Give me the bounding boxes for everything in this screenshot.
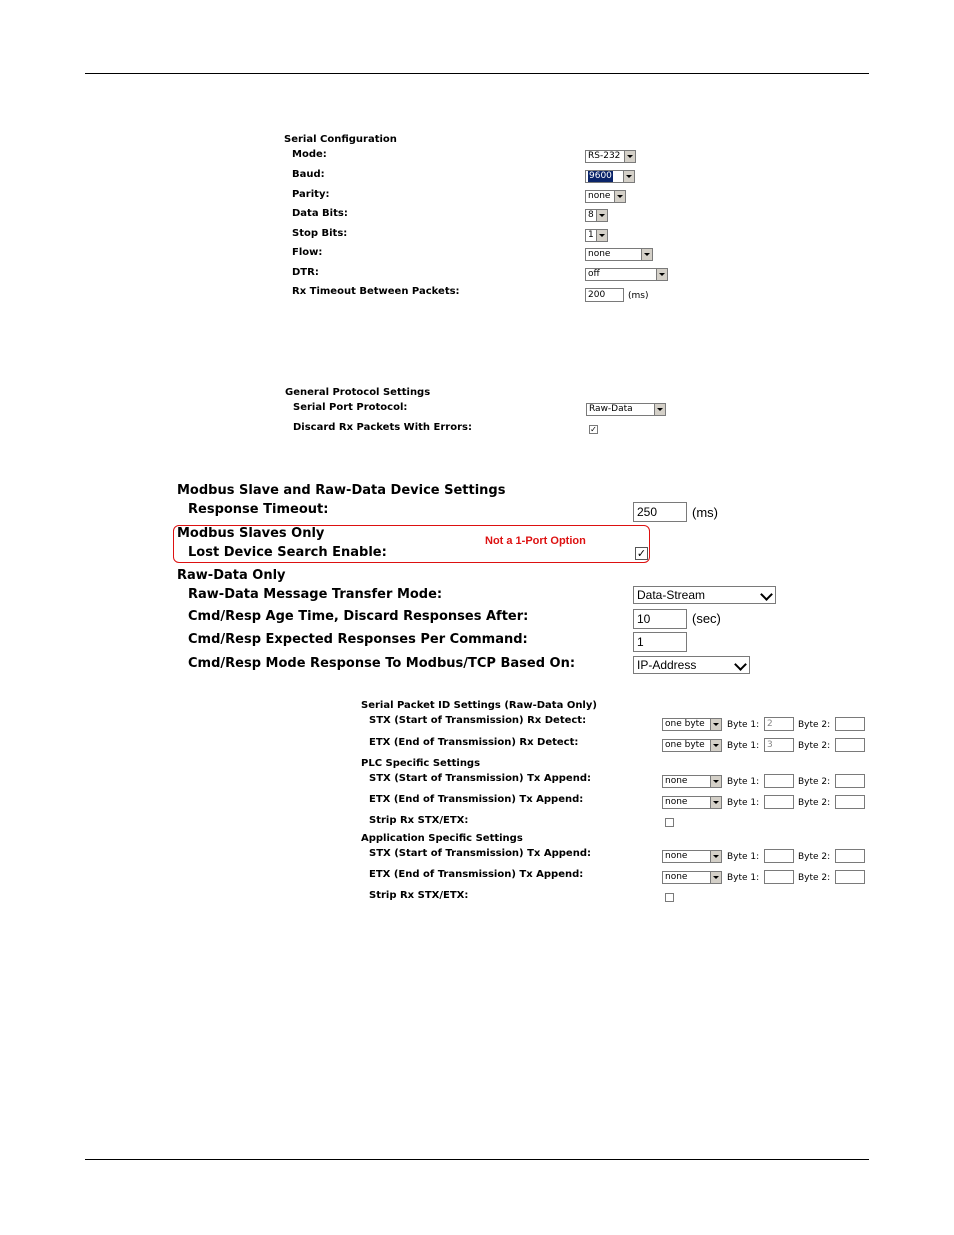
chevron-down-icon: [623, 171, 634, 182]
databits-select[interactable]: 8: [585, 209, 608, 222]
parity-select[interactable]: none: [585, 190, 626, 203]
etx-rx-byte1-label: Byte 1:: [727, 741, 760, 751]
app-etx-label: ETX (End of Transmission) Tx Append:: [369, 869, 584, 880]
plc-etx-byte1-label: Byte 1:: [727, 798, 760, 808]
device-settings-title: Modbus Slave and Raw-Data Device Settings: [177, 483, 506, 498]
app-etx-byte2-label: Byte 2:: [798, 873, 831, 883]
app-stx-byte2-input[interactable]: [835, 849, 865, 863]
plc-etx-byte1-input[interactable]: [764, 795, 794, 809]
transfer-mode-select[interactable]: Data-Stream: [633, 586, 776, 604]
plc-stx-byte2-label: Byte 2:: [798, 777, 831, 787]
etx-rx-byte2-label: Byte 2:: [798, 741, 831, 751]
chevron-down-icon: [710, 740, 721, 751]
top-rule: [85, 73, 869, 74]
packet-id-title: Serial Packet ID Settings (Raw-Data Only): [361, 700, 597, 711]
etx-rx-label: ETX (End of Transmission) Rx Detect:: [369, 737, 579, 748]
bottom-rule: [85, 1159, 869, 1160]
rx-timeout-label: Rx Timeout Between Packets:: [292, 286, 460, 297]
lost-device-search-checkbox[interactable]: ✓: [636, 547, 647, 560]
chevron-down-icon: [641, 249, 652, 260]
age-time-label: Cmd/Resp Age Time, Discard Responses After:: [188, 609, 529, 624]
stx-rx-byte2-label: Byte 2:: [798, 720, 831, 730]
app-stx-select[interactable]: none: [662, 850, 722, 863]
stx-rx-byte2-input[interactable]: [835, 717, 865, 731]
flow-label: Flow:: [292, 247, 323, 258]
age-time-input[interactable]: 10: [633, 609, 687, 629]
plc-strip-label: Strip Rx STX/ETX:: [369, 815, 469, 826]
stx-rx-label: STX (Start of Transmission) Rx Detect:: [369, 715, 587, 726]
mode-label: Mode:: [292, 149, 327, 160]
discard-rx-checkbox[interactable]: ✓: [590, 425, 597, 434]
stx-rx-byte1-label: Byte 1:: [727, 720, 760, 730]
expected-responses-label: Cmd/Resp Expected Responses Per Command:: [188, 632, 528, 647]
not-1-port-note: Not a 1-Port Option: [485, 535, 586, 547]
dtr-select[interactable]: off: [585, 268, 668, 281]
plc-etx-select[interactable]: none: [662, 796, 722, 809]
etx-rx-byte2-input[interactable]: [835, 738, 865, 752]
chevron-down-icon: [656, 269, 667, 280]
chevron-down-icon: [624, 151, 635, 162]
age-time-unit: (sec): [692, 611, 721, 626]
app-strip-checkbox[interactable]: [665, 893, 674, 902]
app-etx-select[interactable]: none: [662, 871, 722, 884]
etx-rx-byte1-input[interactable]: 3: [764, 738, 794, 752]
app-etx-byte2-input[interactable]: [835, 870, 865, 884]
etx-rx-select[interactable]: one byte: [662, 739, 722, 752]
chevron-down-icon: [760, 588, 773, 601]
baud-select[interactable]: 9600: [585, 170, 635, 183]
app-stx-byte2-label: Byte 2:: [798, 852, 831, 862]
mode-select[interactable]: RS-232: [585, 150, 636, 163]
chevron-down-icon: [614, 191, 625, 202]
plc-stx-byte2-input[interactable]: [835, 774, 865, 788]
response-timeout-unit: (ms): [692, 505, 718, 520]
chevron-down-icon: [710, 851, 721, 862]
response-timeout-input[interactable]: 250: [633, 502, 687, 522]
app-stx-byte1-input[interactable]: [764, 849, 794, 863]
discard-rx-label: Discard Rx Packets With Errors:: [293, 422, 472, 433]
raw-data-title: Raw-Data Only: [177, 568, 286, 583]
plc-stx-byte1-input[interactable]: [764, 774, 794, 788]
serial-protocol-label: Serial Port Protocol:: [293, 402, 408, 413]
plc-etx-label: ETX (End of Transmission) Tx Append:: [369, 794, 584, 805]
serial-protocol-select[interactable]: Raw-Data: [586, 403, 666, 416]
dtr-label: DTR:: [292, 267, 319, 278]
flow-select[interactable]: none: [585, 248, 653, 261]
serial-config-title: Serial Configuration: [284, 134, 397, 145]
modbus-slaves-title: Modbus Slaves Only: [177, 526, 325, 541]
lost-device-search-label: Lost Device Search Enable:: [188, 545, 387, 560]
based-on-select[interactable]: IP-Address: [633, 656, 750, 674]
app-strip-label: Strip Rx STX/ETX:: [369, 890, 469, 901]
baud-label: Baud:: [292, 169, 325, 180]
chevron-down-icon: [734, 658, 747, 671]
plc-etx-byte2-input[interactable]: [835, 795, 865, 809]
app-etx-byte1-label: Byte 1:: [727, 873, 760, 883]
expected-responses-input[interactable]: 1: [633, 632, 687, 652]
chevron-down-icon: [710, 776, 721, 787]
app-settings-title: Application Specific Settings: [361, 833, 523, 844]
plc-settings-title: PLC Specific Settings: [361, 758, 481, 769]
stopbits-label: Stop Bits:: [292, 228, 348, 239]
based-on-label: Cmd/Resp Mode Response To Modbus/TCP Based On:: [188, 656, 576, 671]
stx-rx-byte1-input[interactable]: 2: [764, 717, 794, 731]
app-etx-byte1-input[interactable]: [764, 870, 794, 884]
stopbits-select[interactable]: 1: [585, 229, 608, 242]
plc-strip-checkbox[interactable]: [665, 818, 674, 827]
transfer-mode-label: Raw-Data Message Transfer Mode:: [188, 587, 443, 602]
chevron-down-icon: [654, 404, 665, 415]
parity-label: Parity:: [292, 189, 330, 200]
response-timeout-label: Response Timeout:: [188, 502, 329, 517]
chevron-down-icon: [596, 230, 607, 241]
app-stx-byte1-label: Byte 1:: [727, 852, 760, 862]
chevron-down-icon: [596, 210, 607, 221]
plc-stx-byte1-label: Byte 1:: [727, 777, 760, 787]
chevron-down-icon: [710, 872, 721, 883]
app-stx-label: STX (Start of Transmission) Tx Append:: [369, 848, 591, 859]
plc-etx-byte2-label: Byte 2:: [798, 798, 831, 808]
rx-timeout-input[interactable]: 200: [585, 288, 624, 302]
databits-label: Data Bits:: [292, 208, 348, 219]
plc-stx-select[interactable]: none: [662, 775, 722, 788]
chevron-down-icon: [710, 797, 721, 808]
general-protocol-title: General Protocol Settings: [285, 387, 431, 398]
plc-stx-label: STX (Start of Transmission) Tx Append:: [369, 773, 591, 784]
stx-rx-select[interactable]: one byte: [662, 718, 722, 731]
chevron-down-icon: [710, 719, 721, 730]
rx-timeout-unit: (ms): [628, 291, 649, 301]
